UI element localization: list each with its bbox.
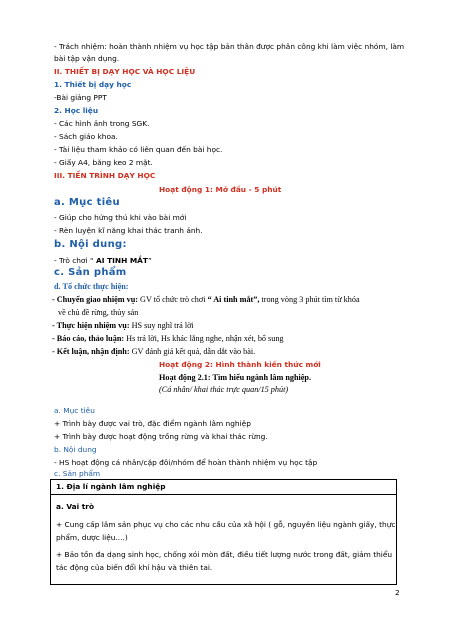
text-line: + Trình bày được vai trò, đặc điểm ngành lâm nghiệp	[54, 419, 251, 428]
text-span: HS suy nghĩ trả lời	[129, 321, 194, 330]
text-span: GV tổ chức trò chơi	[137, 295, 208, 304]
text-line: - Giấy A4, băng keo 2 mặt.	[54, 158, 153, 167]
text-line: + Trình bày được hoạt động trồng rừng và khai thác rừng.	[54, 432, 268, 441]
page-number: 2	[395, 588, 400, 597]
text-line: - Tài liệu tham khảo có liên quan đến bài học.	[54, 145, 223, 154]
subheading: a. Mục tiêu	[54, 197, 120, 208]
activity-heading: Hoạt động 1: Mở đầu - 5 phút	[159, 185, 282, 194]
text-line: bài tập vận dụng.	[54, 54, 120, 63]
game-name: AI TINH MẮT	[96, 256, 148, 265]
subheading: a. Mục tiêu	[54, 406, 95, 415]
text-line	[54, 256, 152, 266]
section-heading: III. TIẾN TRÌNH DẠY HỌC	[54, 171, 156, 180]
label: - Thực hiện nhiệm vụ:	[52, 321, 130, 330]
activity-heading: Hoạt động 2: Hình thành kiến thức mới	[159, 360, 321, 369]
text-span: Hs trả lời, Hs khác lắng nghe, nhận xét, bổ sung	[124, 334, 284, 343]
text-line: - HS hoạt động cá nhân/cặp đôi/nhóm để hoàn thành nhiệm vụ học tập	[54, 458, 318, 467]
activity-note: (Cá nhân/ khai thác trực quan/15 phút)	[159, 385, 289, 394]
section-heading: II. THIẾT BỊ DẠY HỌC VÀ HỌC LIỆU	[54, 67, 196, 76]
text-line	[52, 334, 284, 344]
text-line	[52, 295, 360, 305]
text-line: tác động của biến đổi khí hậu và thiên tai.	[56, 563, 213, 572]
subheading: b. Nội dung:	[54, 239, 127, 250]
text-span: ”	[147, 256, 152, 265]
text-line: - Sách giáo khoa.	[54, 132, 118, 141]
text-span: - Trò chơi “	[54, 256, 97, 265]
text-span: GV đánh giá kết quả, dẫn dắt vào bài.	[129, 347, 256, 356]
content-box	[50, 479, 397, 585]
text-line: về chủ đề rừng, thủy sản	[58, 308, 139, 317]
text-line	[52, 321, 194, 331]
box-divider	[51, 494, 396, 495]
box-subheading: a. Vai trò	[56, 502, 95, 511]
text-line: + Bảo tồn đa dạng sinh học, chống xói mòn đất, điều tiết lượng nước trong đất, giảm thiểu	[56, 550, 393, 559]
text-line: -Bài giảng PPT	[54, 93, 107, 102]
label: - Chuyển giao nhiệm vụ:	[52, 295, 138, 304]
subheading: c. Sản phẩm	[54, 267, 127, 278]
label: - Kết luận, nhận định:	[52, 347, 130, 356]
subheading: 2. Học liệu	[54, 106, 99, 115]
subheading: 1. Thiết bị dạy học	[54, 80, 132, 89]
game-name: “ Ai tinh mắt”,	[207, 295, 260, 304]
text-line: + Cung cấp lâm sản phục vụ cho các nhu cầu của xã hội ( gỗ, nguyên liệu ngành giấy, thực	[56, 520, 396, 529]
text-line	[52, 347, 255, 357]
subheading: d. Tổ chức thực hiện:	[54, 282, 129, 291]
activity-subheading: Hoạt động 2.1: Tìm hiểu ngành lâm nghiệp.	[159, 373, 312, 382]
label: - Báo cáo, thảo luận:	[52, 334, 125, 343]
text-line: - Trách nhiệm: hoàn thành nhiệm vụ học tập bản thân được phân công khi làm việc nhóm, làm	[54, 42, 405, 51]
text-line: phẩm, dược liệu....)	[56, 533, 128, 542]
text-span: trong vòng 3 phút tìm từ khóa	[259, 295, 360, 304]
box-title: 1. Địa lí ngành lâm nghiệp	[56, 482, 166, 491]
text-line: - Giúp cho hứng thú khi vào bài mới	[54, 213, 187, 222]
subheading: c. Sản phẩm	[54, 469, 101, 478]
text-line: - Các hình ảnh trong SGK.	[54, 119, 150, 128]
text-line: - Rèn luyện kĩ năng khai thác tranh ảnh.	[54, 226, 203, 235]
subheading: b. Nội dung	[54, 445, 97, 454]
